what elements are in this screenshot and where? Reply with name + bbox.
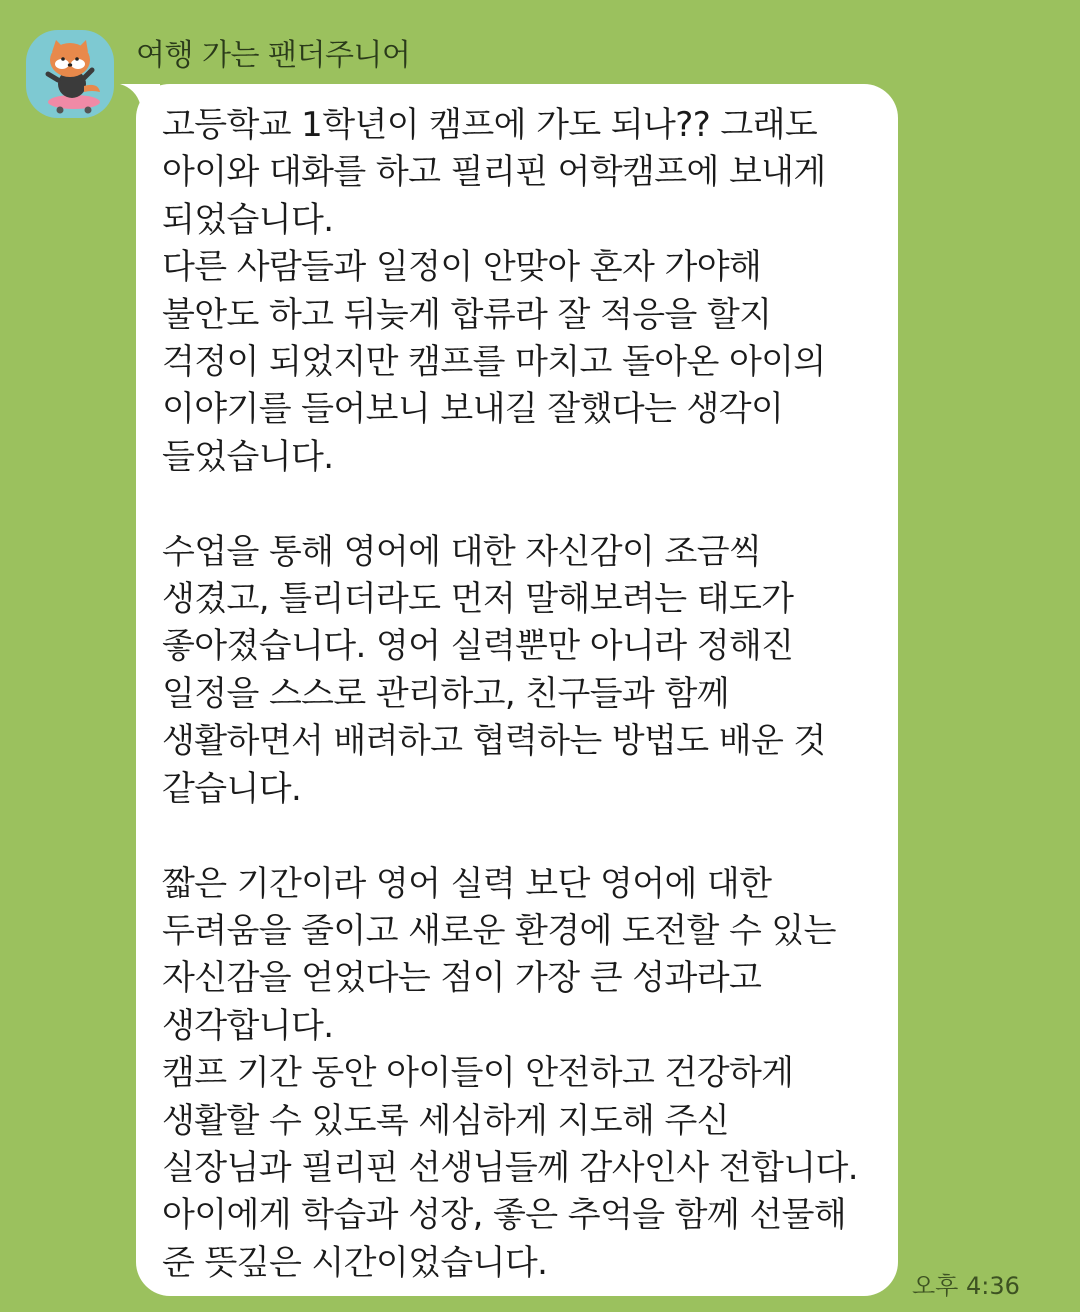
sender-name: 여행 가는 팬더주니어 — [136, 38, 411, 73]
message-text: 고등학교 1학년이 캠프에 가도 되나?? 그래도 아이와 대화를 하고 필리핀 어학캠프에 보내게 되었습니다. 다른 사람들과 일정이 안맞아 혼자 가야해 불안도 하고 뒤늦게 합류라 잘 적응을 할지 걱정이 되었지만 캠프를 마치고 돌아온 아이의 이야기를 들어보니 보내길 잘했다는 생각이 들었습니다. 수업을 통해 영어에 대한 자신감이 조금씩 생겼고, 틀리더라도 먼저 말해보려는 태도가 좋아졌습니다. 영어 실력뿐만 아니라 정해진 일정을 스스로 관리하고, 친구들과 함께 생활하면서 배려하고 협력하는 방법도 배운 것 같습니다. 짧은 기간이라 영어 실력 보단 영어에 대한 두려움을 줄이고 새로운 환경에 도전할 수 있는 자신감을 얻었다는 점이 가장 큰 성과라고 생각합니다. 캠프 기간 동안 아이들이 안전하고 건강하게 생활할 수 있도록 세심하게 지도해 주신 실장님과 필리핀 선생님들께 감사인사 전합니다. 아이에게 학습과 성장, 좋은 추억을 함께 선물해 준 뜻깊은 시간이었습니다. — [162, 105, 858, 1283]
avatar[interactable] — [26, 30, 114, 118]
red-panda-skateboard-icon — [26, 30, 114, 118]
message-bubble[interactable] — [136, 84, 898, 1296]
message-timestamp: 오후 4:36 — [912, 1272, 1020, 1300]
